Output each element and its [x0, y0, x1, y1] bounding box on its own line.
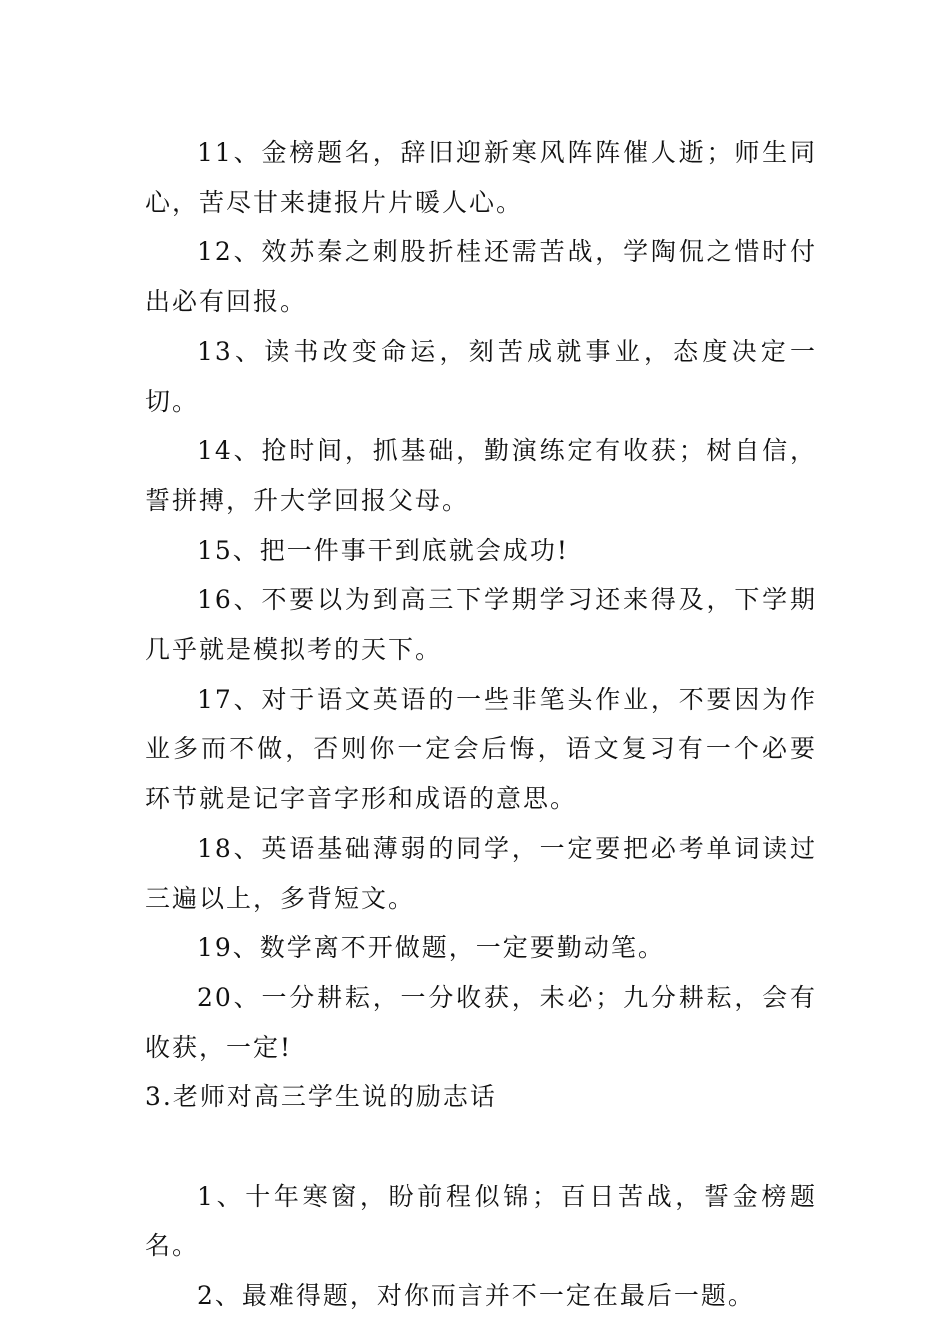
paragraph-item-17: 17、对于语文英语的一些非笔头作业，不要因为作业多而不做，否则你一定会后悔，语文复习有一个必要环节就是记字音字形和成语的意思。 [145, 684, 817, 814]
paragraph-item-19: 19、数学离不开做题，一定要勤动笔。 [197, 933, 665, 963]
paragraph-item-16: 16、不要以为到高三下学期学习还来得及，下学期几乎就是模拟考的天下。 [145, 585, 817, 665]
paragraph-item-15: 15、把一件事干到底就会成功! [197, 535, 569, 565]
paragraph-item-2: 2、最难得题，对你而言并不一定在最后一题。 [197, 1281, 755, 1311]
paragraph-item-13: 13、读书改变命运，刻苦成就事业，态度决定一切。 [145, 336, 817, 416]
paragraph-item-12: 12、效苏秦之刺股折桂还需苦战，学陶侃之惜时付出必有回报。 [145, 237, 817, 317]
paragraph-item-20: 20、一分耕耘，一分收获，未必；九分耕耘，会有收获，一定! [145, 982, 817, 1062]
paragraph-item-14: 14、抢时间，抓基础，勤演练定有收获；树自信，誓拼搏，升大学回报父母。 [145, 436, 817, 515]
paragraph-item-18: 18、英语基础薄弱的同学，一定要把必考单词读过三遍以上，多背短文。 [145, 833, 817, 913]
paragraph-item-11: 11、金榜题名，辞旧迎新寒风阵阵催人逝；师生同心，苦尽甘来捷报片片暖人心。 [145, 138, 817, 217]
document-body [145, 128, 817, 1321]
paragraph-item-1: 1、十年寒窗，盼前程似锦；百日苦战，誓金榜题名。 [145, 1181, 817, 1261]
section-heading: 3.老师对高三学生说的励志话 [145, 1082, 497, 1112]
blank-line [145, 1122, 817, 1172]
